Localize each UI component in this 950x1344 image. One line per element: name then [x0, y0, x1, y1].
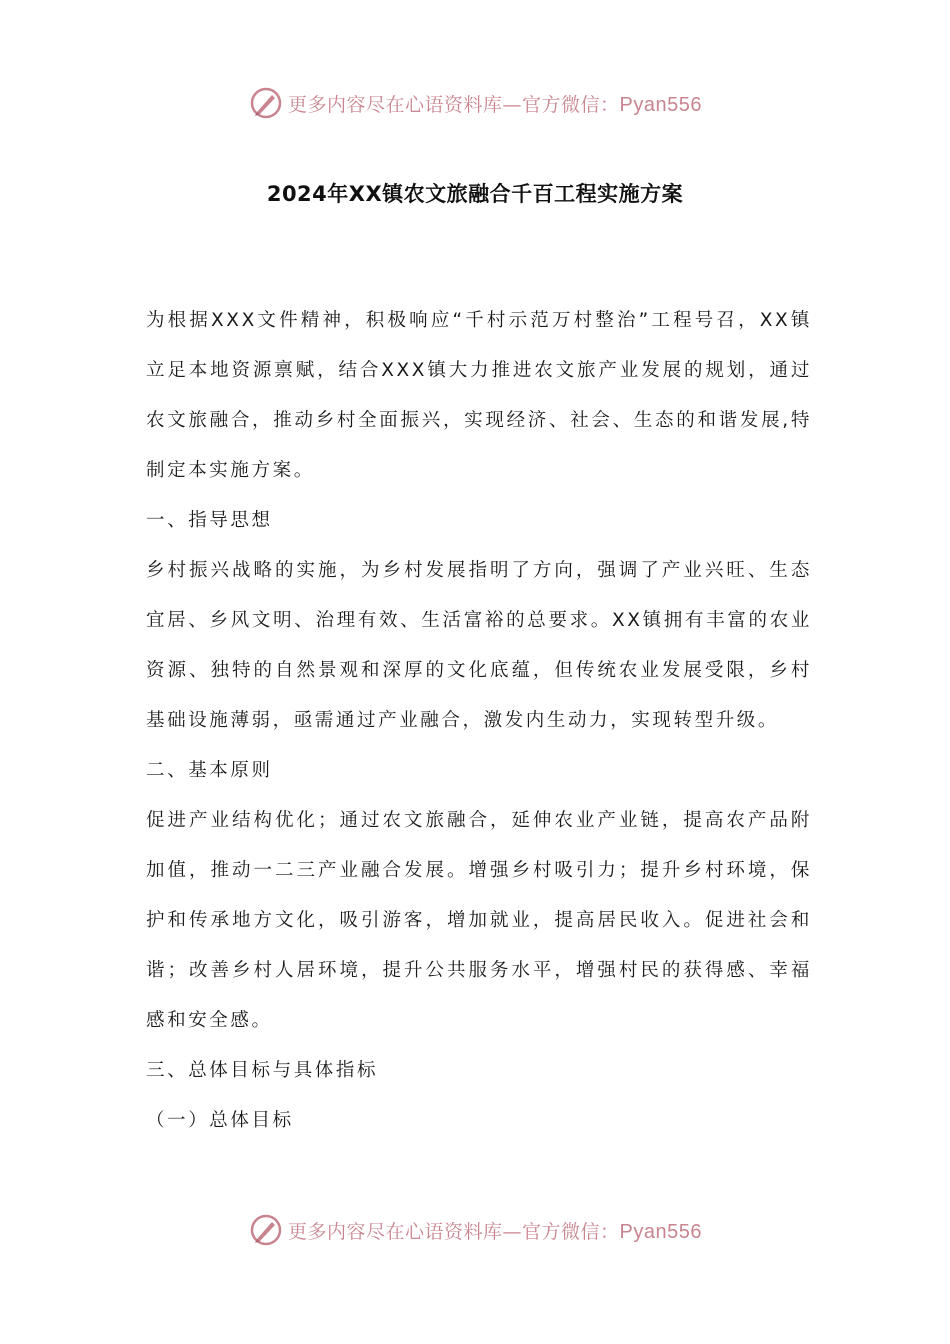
- paragraph-basic-principles: 促进产业结构优化；通过农文旅融合，延伸农业产业链，提高农产品附加值，推动一二三产业融合发展。增强乡村吸引力；提升乡村环境，保护和传承地方文化，吸引游客，增加就业，提高居民收入。促进社会和谐；改善乡村人居环境，提升公共服务水平，增强村民的获得感、幸福感和安全感。: [146, 810, 812, 1031]
- watermark-banner-bottom: [0, 1210, 950, 1250]
- pen-logo-icon: [248, 85, 284, 121]
- watermark-text: 更多内容尽在心语资料库—官方微信：Pyan556: [288, 93, 702, 116]
- heading-basic-principles: 二、基本原则: [146, 760, 273, 781]
- subheading-overall-goal: （一）总体目标: [146, 1110, 294, 1131]
- watermark-text: 更多内容尽在心语资料库—官方微信：Pyan556: [288, 1220, 702, 1243]
- watermark-banner-top: [0, 83, 950, 123]
- heading-guiding-thought: 一、指导思想: [146, 510, 273, 531]
- document-title: 2024年XX镇农文旅融合千百工程实施方案: [266, 182, 684, 206]
- document-body: [146, 296, 812, 1146]
- paragraph-guiding-thought: 乡村振兴战略的实施，为乡村发展指明了方向，强调了产业兴旺、生态宜居、乡风文明、治理有效、生活富裕的总要求。XX镇拥有丰富的农业资源、独特的自然景观和深厚的文化底蕴，但传统农业发展受限，乡村基础设施薄弱，亟需通过产业融合，激发内生动力，实现转型升级。: [146, 560, 812, 731]
- paragraph-intro: 为根据XXX文件精神，积极响应“千村示范万村整治”工程号召，XX镇立足本地资源禀赋，结合XXX镇大力推进农文旅产业发展的规划，通过农文旅融合，推动乡村全面振兴，实现经济、社会、生态的和谐发展,特制定本实施方案。: [146, 310, 812, 481]
- heading-goals: 三、总体目标与具体指标: [146, 1060, 379, 1081]
- pen-logo-icon: [248, 1212, 284, 1248]
